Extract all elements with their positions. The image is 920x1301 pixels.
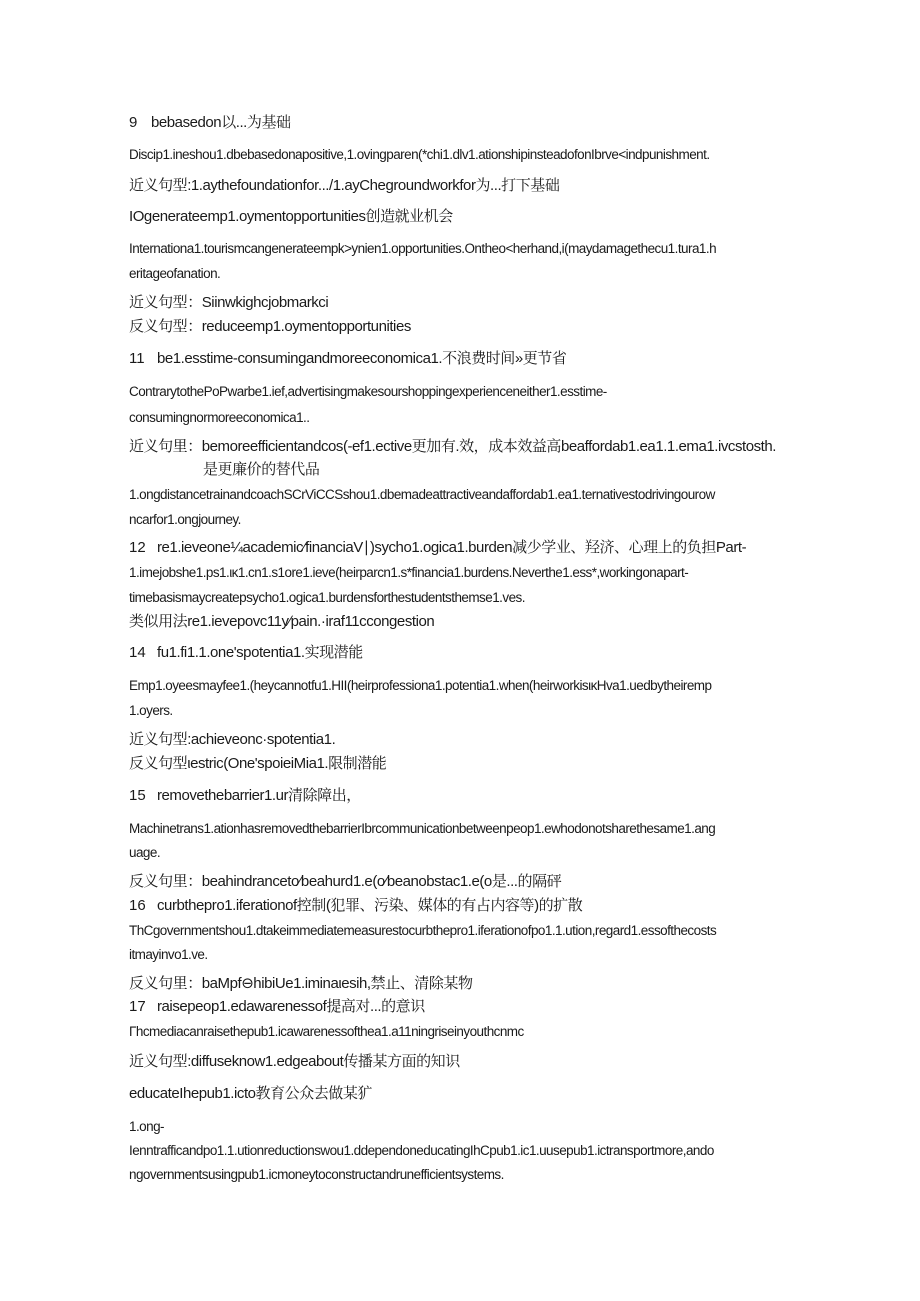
example-sentence-cont: eritageofanation.	[129, 266, 221, 281]
example-sentence: Internationa1.tourismcangenerateempk>ynien1.opportunities.Ontheo<herhand,i(maydamagethecu1.tura1.h	[129, 241, 717, 256]
example-sentence: Emp1.oyeesmayfee1.(heycannotfu1.HII(heirprofessiona1.potentia1.when(heirworkisικHva1.uedbytheiremp	[129, 678, 712, 693]
antonym-pattern: 反义句里：baMpf⊖hibiUe1.iminaιesih,禁止、清除某物	[129, 975, 473, 992]
example-sentence: Machinetrans1.ationhasremovedthebarrierIbrcommunicationbetweenpeop1.ewhodonotsharethesame1.ang	[129, 821, 716, 836]
entry-heading-15	[129, 787, 361, 805]
synonym-pattern: 近义句型：Siinwkighcjobmarkci	[129, 294, 329, 311]
entry-number: 14	[129, 644, 146, 661]
synonym-pattern: 近义句型:1.aythefoundationfor.../1.ayChegroundworkfor为...打下基础	[129, 177, 560, 194]
phrase-title: raisepeop1.edawarenessof提高对...的意识	[157, 998, 425, 1015]
phrase-title: bebasedon以...为基础	[151, 114, 291, 131]
entry-heading-17	[129, 998, 425, 1016]
phrase-title: removethebarrier1.ur清除障出，	[157, 787, 361, 804]
example-sentence: Discip1.ineshou1.dbebasedonapositive,1.ovingparen(*chi1.dlv1.ationshipinsteadofonIbrve<indpunishment.	[129, 147, 710, 162]
entry-number: 17	[129, 998, 146, 1015]
entry-heading-12	[129, 539, 746, 557]
example-sentence-cont: 1.oyers.	[129, 703, 173, 718]
example-sentence-cont: ngovernmentsusingpub1.icmoneytoconstructandrunefficientsystems.	[129, 1167, 504, 1182]
entry-heading-14	[129, 644, 363, 662]
example-sentence: ThCgovernmentshou1.dtakeimmediatemeasurestocurbthepro1.iferationofpo1.1.ution,regard1.essofthecosts	[129, 923, 717, 938]
example-sentence-cont: timebasismaycreatepsycho1.ogica1.burdensforthestudentsthemse1.ves.	[129, 590, 525, 605]
example-sentence-cont: ncarfor1.ongjourney.	[129, 512, 241, 527]
example-sentence: Γhcmediacanraisethepub1.icawarenessofthea1.a11ningriseinyouthcnmc	[129, 1024, 524, 1039]
example-sentence-cont: uage.	[129, 845, 161, 860]
entry-number: 9	[129, 114, 138, 131]
example-sentence: ContrarytothePoPwarbe1.ief,advertisingmakesourshoppingexperienceneither1.esstime-	[129, 384, 607, 399]
phrase-title: be1.esstime-consumingandmoreeconomica1.不浪费时间»更节省	[157, 350, 567, 367]
entry-heading-9	[129, 114, 291, 132]
synonym-pattern: 近义句型:diffuseknow1.edgeabout传播某方面的知识	[129, 1053, 460, 1070]
phrase-title: IOgenerateemp1.oymentopportunities创造就业机会	[129, 208, 453, 225]
example-sentence: 1.ongdistancetrainandcoachSCrViCCSshou1.dbemadeattractiveandaffordab1.ea1.ternativestodrivingourow	[129, 487, 715, 502]
entry-heading-11	[129, 350, 566, 368]
entry-number: 15	[129, 787, 146, 804]
example-sentence: 1.imejobshe1.ps1.ικ1.cn1.s1ore1.ieve(heirparcn1.s*financia1.burdens.Neverthe1.ess*,workingonapart-	[129, 565, 689, 580]
entry-number: 11	[129, 350, 145, 367]
example-sentence-cont: Ienntrafficandpo1.1.utionreductionswou1.ddependoneducatingIhCpub1.ic1.uusepub1.ictransportmore,ando	[129, 1143, 714, 1158]
phrase-title: curbthepro1.iferationof控制(犯罪、污染、媒体的有占内容等)的扩散	[157, 897, 583, 914]
example-sentence-cont: consumingnormoreeconomica1..	[129, 410, 310, 425]
related-pattern: educateIhepub1.icto教育公众去做某犷	[129, 1085, 372, 1102]
similar-usage: 类似用法re1.ievepovc11y∕pain.·iraf11ccongestion	[129, 613, 435, 630]
phrase-title: re1.ieveone¼academic∕financiaV∣)sycho1.ogica1.burden减少学业、羟济、心理上的负担Part-	[157, 539, 747, 556]
synonym-pattern-cont: 是更廉价的替代品	[203, 461, 320, 478]
entry-number: 16	[129, 897, 146, 914]
synonym-pattern: 近义句里：bemoreefficientandcos(-ef1.ective更加有.效，成本效益高beaffordab1.ea1.1.ema1.ivcstosth.	[129, 438, 776, 455]
entry-number: 12	[129, 539, 146, 556]
example-sentence: 1.ong-	[129, 1119, 164, 1134]
phrase-title: fu1.fi1.1.one'spotentia1.实现潜能	[157, 644, 363, 661]
antonym-pattern: 反义句型ιestric(One'spoieiMia1.限制潜能	[129, 755, 387, 772]
antonym-pattern: 反义句型：reduceemp1.oymentopportunities	[129, 318, 411, 335]
antonym-pattern: 反义句里：beahindranceto∕beahurd1.e(o∕beanobstac1.e(o是...的隔砰	[129, 873, 562, 890]
example-sentence-cont: itmayinvo1.ve.	[129, 947, 208, 962]
synonym-pattern: 近义句型:achieveonc·spotentia1.	[129, 731, 336, 748]
entry-heading-16	[129, 897, 582, 915]
